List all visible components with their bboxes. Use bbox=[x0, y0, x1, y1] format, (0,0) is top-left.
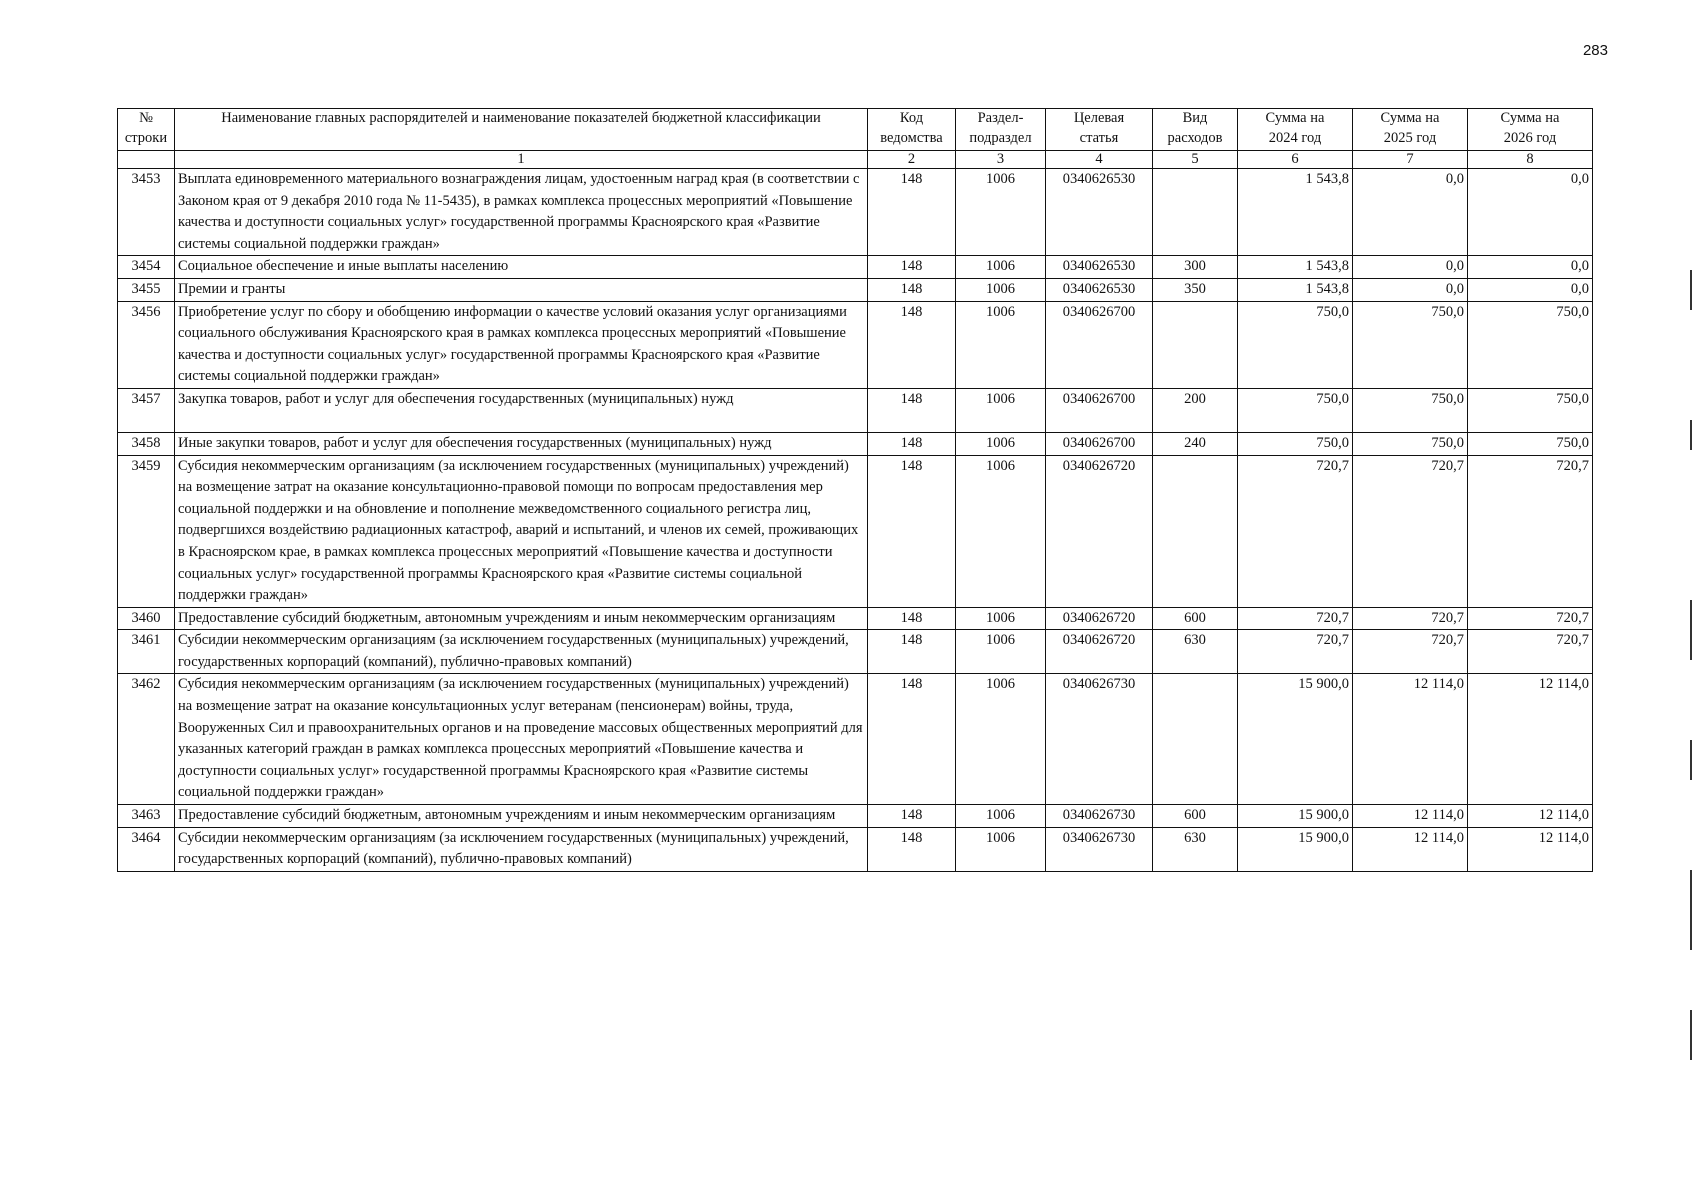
colnum: 4 bbox=[1046, 151, 1153, 169]
sum-2026: 12 114,0 bbox=[1468, 827, 1593, 871]
colnum: 1 bbox=[175, 151, 868, 169]
row-name: Субсидия некоммерческим организациям (за исключением государственных (муниципальных) учреждений) на возмещение затрат на оказание консультационных услуг ветеранам (пенсионерам) войны, труда, Вооруженных Сил и правоохранительных органов и на проведение массовых общественных мероприятий для указанных категорий граждан в рамках комплекса процессных мероприятий «Повышение качества и доступности социальных услуг» государственной программы Красноярского края «Развитие системы социальной поддержки граждан» bbox=[175, 674, 868, 805]
sum-2026: 0,0 bbox=[1468, 256, 1593, 279]
row-number: 3457 bbox=[118, 388, 175, 432]
expense-type: 600 bbox=[1153, 805, 1238, 828]
row-name: Премии и гранты bbox=[175, 278, 868, 301]
table-row bbox=[118, 827, 1593, 871]
sum-2025: 750,0 bbox=[1353, 301, 1468, 388]
table-row bbox=[118, 607, 1593, 630]
expense-type bbox=[1153, 674, 1238, 805]
row-number: 3460 bbox=[118, 607, 175, 630]
table-row bbox=[118, 169, 1593, 256]
sum-2025: 720,7 bbox=[1353, 607, 1468, 630]
table-row bbox=[118, 432, 1593, 455]
header-sum-2026: Сумма на 2026 год bbox=[1468, 109, 1593, 151]
sum-2025: 0,0 bbox=[1353, 169, 1468, 256]
target-article: 0340626700 bbox=[1046, 432, 1153, 455]
page-number: 283 bbox=[1582, 42, 1608, 59]
header-section: Раздел- подраздел bbox=[956, 109, 1046, 151]
section-code: 1006 bbox=[956, 630, 1046, 674]
sum-2025: 720,7 bbox=[1353, 455, 1468, 607]
dept-code: 148 bbox=[868, 630, 956, 674]
expense-type: 350 bbox=[1153, 278, 1238, 301]
target-article: 0340626730 bbox=[1046, 827, 1153, 871]
section-code: 1006 bbox=[956, 432, 1046, 455]
colnum: 8 bbox=[1468, 151, 1593, 169]
header-row bbox=[118, 109, 1593, 151]
row-name: Предоставление субсидий бюджетным, автономным учреждениям и иным некоммерческим организациям bbox=[175, 805, 868, 828]
table-row bbox=[118, 388, 1593, 432]
expense-type: 200 bbox=[1153, 388, 1238, 432]
expense-type: 600 bbox=[1153, 607, 1238, 630]
row-number: 3463 bbox=[118, 805, 175, 828]
scan-edge-marks bbox=[1690, 270, 1692, 1070]
dept-code: 148 bbox=[868, 607, 956, 630]
colnum: 6 bbox=[1238, 151, 1353, 169]
sum-2024: 1 543,8 bbox=[1238, 256, 1353, 279]
sum-2026: 12 114,0 bbox=[1468, 674, 1593, 805]
section-code: 1006 bbox=[956, 455, 1046, 607]
section-code: 1006 bbox=[956, 278, 1046, 301]
section-code: 1006 bbox=[956, 388, 1046, 432]
sum-2026: 0,0 bbox=[1468, 169, 1593, 256]
section-code: 1006 bbox=[956, 301, 1046, 388]
table-row bbox=[118, 256, 1593, 279]
expense-type bbox=[1153, 169, 1238, 256]
sum-2026: 12 114,0 bbox=[1468, 805, 1593, 828]
sum-2026: 0,0 bbox=[1468, 278, 1593, 301]
row-name: Субсидия некоммерческим организациям (за исключением государственных (муниципальных) учреждений) на возмещение затрат на оказание консультационно-правовой помощи по вопросам предоставления мер социальной поддержки и на обновление и пополнение межведомственного социального регистра лиц, подвергшихся воздействию радиационных катастроф, аварий и испытаний, и членов их семей, проживающих в Красноярском крае, в рамках комплекса процессных мероприятий «Повышение качества и доступности социальных услуг» государственной программы Красноярского края «Развитие системы социальной поддержки граждан» bbox=[175, 455, 868, 607]
target-article: 0340626530 bbox=[1046, 169, 1153, 256]
sum-2024: 15 900,0 bbox=[1238, 827, 1353, 871]
sum-2024: 15 900,0 bbox=[1238, 674, 1353, 805]
sum-2025: 750,0 bbox=[1353, 432, 1468, 455]
row-number: 3455 bbox=[118, 278, 175, 301]
sum-2025: 0,0 bbox=[1353, 256, 1468, 279]
section-code: 1006 bbox=[956, 256, 1046, 279]
row-number: 3456 bbox=[118, 301, 175, 388]
dept-code: 148 bbox=[868, 388, 956, 432]
row-name: Субсидии некоммерческим организациям (за исключением государственных (муниципальных) учреждений, государственных корпораций (компаний), публично-правовых компаний) bbox=[175, 827, 868, 871]
header-sum-2025: Сумма на 2025 год bbox=[1353, 109, 1468, 151]
sum-2024: 720,7 bbox=[1238, 455, 1353, 607]
sum-2024: 750,0 bbox=[1238, 388, 1353, 432]
colnum: 2 bbox=[868, 151, 956, 169]
table-row bbox=[118, 630, 1593, 674]
table-row bbox=[118, 455, 1593, 607]
colnum: 5 bbox=[1153, 151, 1238, 169]
target-article: 0340626720 bbox=[1046, 455, 1153, 607]
table-row bbox=[118, 805, 1593, 828]
sum-2026: 750,0 bbox=[1468, 388, 1593, 432]
sum-2025: 720,7 bbox=[1353, 630, 1468, 674]
sum-2024: 750,0 bbox=[1238, 301, 1353, 388]
sum-2025: 0,0 bbox=[1353, 278, 1468, 301]
expense-type bbox=[1153, 301, 1238, 388]
table-row bbox=[118, 674, 1593, 805]
dept-code: 148 bbox=[868, 278, 956, 301]
row-name: Приобретение услуг по сбору и обобщению информации о качестве условий оказания услуг организациями социального обслуживания Красноярского края в рамках комплекса процессных мероприятий «Повышение качества и доступности социальных услуг» государственной программы Красноярского края «Развитие системы социальной поддержки граждан» bbox=[175, 301, 868, 388]
sum-2026: 750,0 bbox=[1468, 432, 1593, 455]
target-article: 0340626530 bbox=[1046, 256, 1153, 279]
dept-code: 148 bbox=[868, 805, 956, 828]
sum-2025: 12 114,0 bbox=[1353, 805, 1468, 828]
row-number: 3461 bbox=[118, 630, 175, 674]
sum-2024: 750,0 bbox=[1238, 432, 1353, 455]
sum-2024: 15 900,0 bbox=[1238, 805, 1353, 828]
header-sum-2024: Сумма на 2024 год bbox=[1238, 109, 1353, 151]
expense-type: 240 bbox=[1153, 432, 1238, 455]
expense-type: 630 bbox=[1153, 827, 1238, 871]
row-name: Социальное обеспечение и иные выплаты населению bbox=[175, 256, 868, 279]
sum-2026: 750,0 bbox=[1468, 301, 1593, 388]
row-number: 3462 bbox=[118, 674, 175, 805]
header-expense-type: Вид расходов bbox=[1153, 109, 1238, 151]
expense-type: 300 bbox=[1153, 256, 1238, 279]
row-name: Субсидии некоммерческим организациям (за исключением государственных (муниципальных) учреждений, государственных корпораций (компаний), публично-правовых компаний) bbox=[175, 630, 868, 674]
colnum-blank bbox=[118, 151, 175, 169]
sum-2026: 720,7 bbox=[1468, 630, 1593, 674]
sum-2025: 12 114,0 bbox=[1353, 674, 1468, 805]
dept-code: 148 bbox=[868, 301, 956, 388]
dept-code: 148 bbox=[868, 674, 956, 805]
row-number: 3453 bbox=[118, 169, 175, 256]
header-name: Наименование главных распорядителей и наименование показателей бюджетной классификации bbox=[175, 109, 868, 151]
target-article: 0340626720 bbox=[1046, 607, 1153, 630]
sum-2024: 720,7 bbox=[1238, 630, 1353, 674]
expense-type: 630 bbox=[1153, 630, 1238, 674]
section-code: 1006 bbox=[956, 674, 1046, 805]
sum-2025: 12 114,0 bbox=[1353, 827, 1468, 871]
table-row bbox=[118, 278, 1593, 301]
row-name: Закупка товаров, работ и услуг для обеспечения государственных (муниципальных) нужд bbox=[175, 388, 868, 432]
header-target-article: Целевая статья bbox=[1046, 109, 1153, 151]
dept-code: 148 bbox=[868, 827, 956, 871]
expense-type bbox=[1153, 455, 1238, 607]
sum-2025: 750,0 bbox=[1353, 388, 1468, 432]
dept-code: 148 bbox=[868, 455, 956, 607]
section-code: 1006 bbox=[956, 607, 1046, 630]
dept-code: 148 bbox=[868, 432, 956, 455]
colnum: 3 bbox=[956, 151, 1046, 169]
sum-2026: 720,7 bbox=[1468, 607, 1593, 630]
target-article: 0340626530 bbox=[1046, 278, 1153, 301]
target-article: 0340626700 bbox=[1046, 388, 1153, 432]
row-number: 3459 bbox=[118, 455, 175, 607]
target-article: 0340626720 bbox=[1046, 630, 1153, 674]
column-number-row bbox=[118, 151, 1593, 169]
sum-2026: 720,7 bbox=[1468, 455, 1593, 607]
section-code: 1006 bbox=[956, 827, 1046, 871]
row-name: Иные закупки товаров, работ и услуг для обеспечения государственных (муниципальных) нужд bbox=[175, 432, 868, 455]
section-code: 1006 bbox=[956, 169, 1046, 256]
target-article: 0340626730 bbox=[1046, 674, 1153, 805]
target-article: 0340626700 bbox=[1046, 301, 1153, 388]
row-number: 3454 bbox=[118, 256, 175, 279]
sum-2024: 1 543,8 bbox=[1238, 278, 1353, 301]
row-name: Выплата единовременного материального вознаграждения лицам, удостоенным наград края (в соответствии с Законом края от 9 декабря 2010 года № 11-5435), в рамках комплекса процессных мероприятий «Повышение качества и доступности социальных услуг» государственной программы Красноярского края «Развитие системы социальной поддержки граждан» bbox=[175, 169, 868, 256]
row-number: 3458 bbox=[118, 432, 175, 455]
row-name: Предоставление субсидий бюджетным, автономным учреждениям и иным некоммерческим организациям bbox=[175, 607, 868, 630]
dept-code: 148 bbox=[868, 169, 956, 256]
sum-2024: 720,7 bbox=[1238, 607, 1353, 630]
dept-code: 148 bbox=[868, 256, 956, 279]
table-row bbox=[118, 301, 1593, 388]
sum-2024: 1 543,8 bbox=[1238, 169, 1353, 256]
budget-table bbox=[117, 108, 1593, 872]
section-code: 1006 bbox=[956, 805, 1046, 828]
target-article: 0340626730 bbox=[1046, 805, 1153, 828]
header-dept-code: Код ведомства bbox=[868, 109, 956, 151]
row-number: 3464 bbox=[118, 827, 175, 871]
header-row-number: № строки bbox=[118, 109, 175, 151]
colnum: 7 bbox=[1353, 151, 1468, 169]
